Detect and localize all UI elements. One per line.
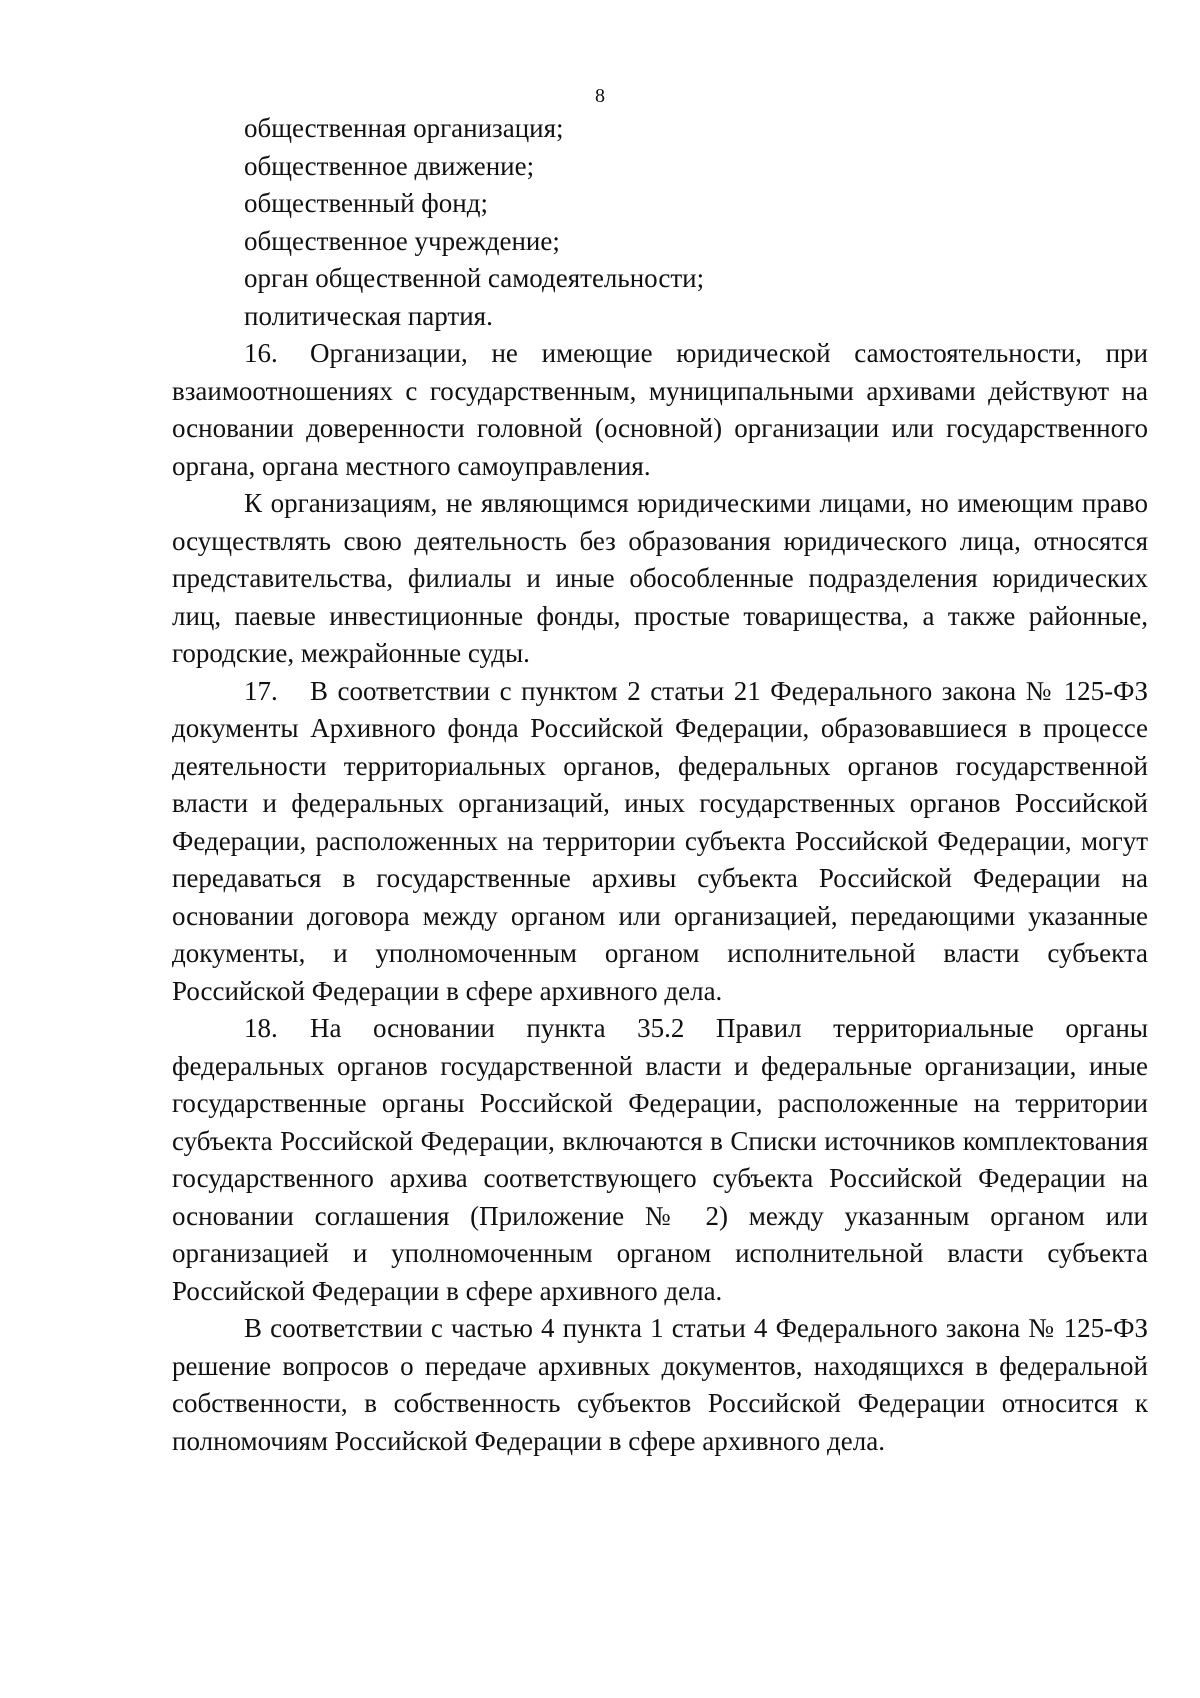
- list-item: политическая партия.: [244, 300, 493, 331]
- paragraph-18: [172, 1010, 1148, 1310]
- paragraph-18-continuation: В соответствии с частью 4 пункта 1 статьи 4 Федерального закона № 125-ФЗ решение вопросов о передаче архивных документов, находящихся в федеральной собственности, в собственность субъектов Российской Федерации относится к полномочиям Российской Федерации в сфере архивного дела.: [172, 1313, 1148, 1456]
- paragraph-17: [172, 673, 1148, 1011]
- list-item: общественное движение;: [244, 150, 535, 181]
- paragraph-16-continuation: К организациям, не являющимся юридическими лицами, но имеющим право осуществлять свою деятельность без образования юридического лица, относятся представительства, филиалы и иные обособленные подразделения юридических лиц, паевые инвестиционные фонды, простые товарищества, а также районные, городские, межрайонные суды.: [172, 488, 1148, 668]
- paragraph-text: Организации, не имеющие юридической самостоятельности, при взаимоотношениях с государственным, муниципальными архивами действуют на основании доверенности головной (основной) организации или государственного органа, органа местного самоуправления.: [172, 338, 1148, 481]
- paragraph-number: 17.: [244, 675, 278, 706]
- paragraph-16: [172, 335, 1148, 485]
- list-item: орган общественной самодеятельности;: [244, 263, 705, 293]
- paragraph-number: 18.: [244, 1013, 278, 1043]
- list-item: общественный фонд;: [244, 188, 488, 218]
- list-item: общественное учреждение;: [244, 225, 560, 256]
- paragraph-text: На основании пункта 35.2 Правил территориальные органы федеральных органов государственной власти и федеральные организации, иные государственные органы Российской Федерации, расположенные на территории субъекта Российской Федерации, включаются в Списки источников комплектования государственного архива соответствующего субъекта Российской Федерации на основании соглашения (Приложение № 2) между указанным органом или организацией и уполномоченным органом исполнительной власти субъекта Российской Федерации в сфере архивного дела.: [172, 1013, 1148, 1306]
- paragraph-text: В соответствии с пунктом 2 статьи 21 Федерального закона № 125-ФЗ документы Архивного фонда Российской Федерации, образовавшиеся в процессе деятельности территориальных органов, федеральных органов государственной власти и федеральных организаций, иных государственных органов Российской Федерации, расположенных на территории субъекта Российской Федерации, могут передаваться в государственные архивы субъекта Российской Федерации на основании договора между органом или организацией, передающими указанные документы, и уполномоченным органом исполнительной власти субъекта Российской Федерации в сфере архивного дела.: [172, 675, 1148, 1006]
- page-number: 8: [595, 85, 605, 107]
- document-body: [172, 110, 1148, 1460]
- list-item: общественная организация;: [244, 113, 564, 143]
- paragraph-number: 16.: [244, 338, 278, 368]
